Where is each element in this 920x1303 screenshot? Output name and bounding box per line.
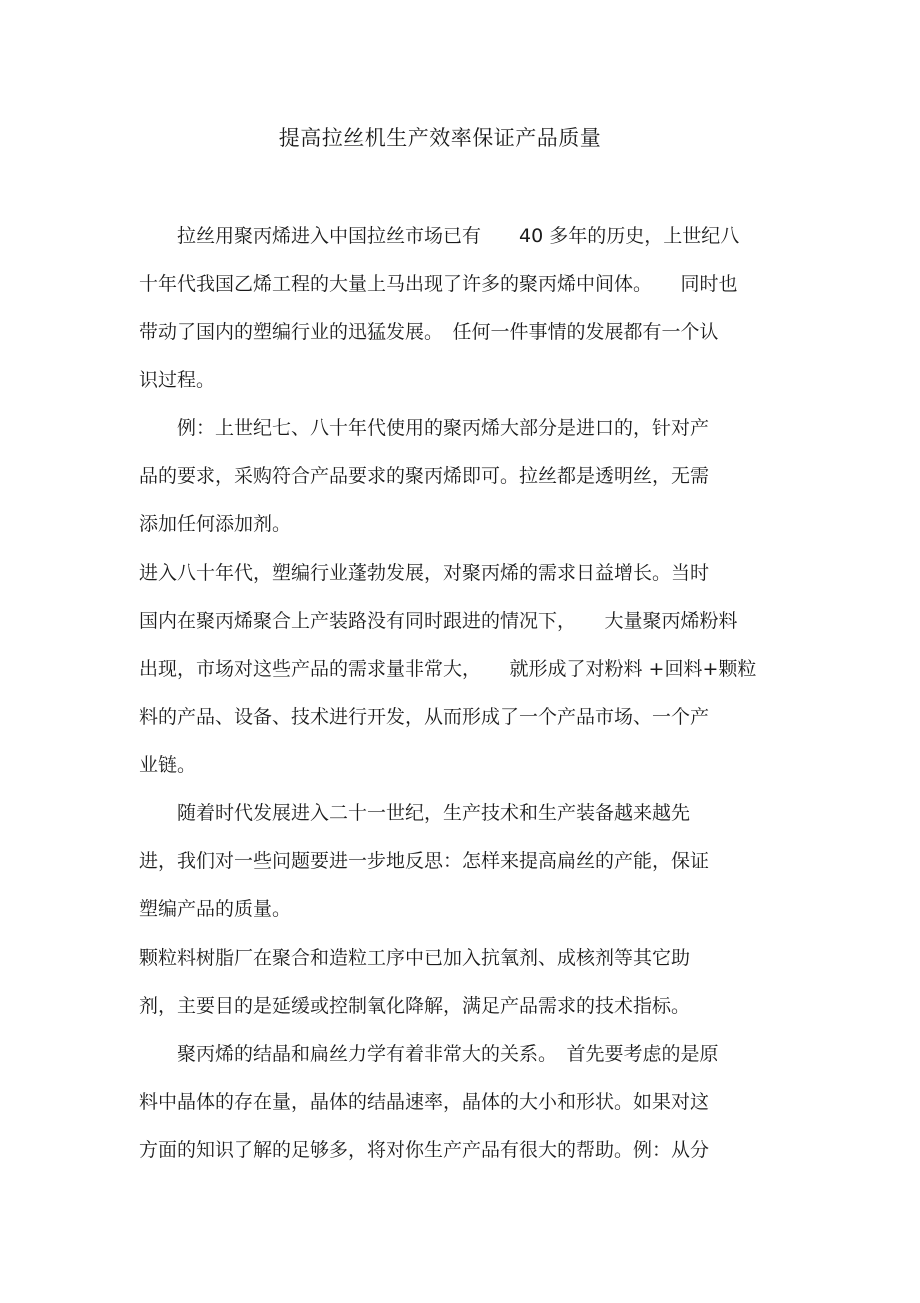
- text-line-13: 随着时代发展进入二十一世纪，生产技术和生产装备越来越先: [139, 802, 691, 824]
- text-line-17: 剂，主要目的是延缓或控制氧化降解，满足产品需求的技术指标。: [139, 995, 691, 1017]
- text-line-18: 聚丙烯的结晶和扁丝力学有着非常大的关系。 首先要考虑的是原: [139, 1043, 719, 1065]
- text-line-3: 带动了国内的塑编行业的迅猛发展。 任何一件事情的发展都有一个认: [139, 321, 719, 343]
- document-title: 提高拉丝机生产效率保证产品质量: [278, 126, 602, 150]
- text-line-2: 十年代我国乙烯工程的大量上马出现了许多的聚丙烯中间体。 同时也: [139, 273, 738, 295]
- text-line-20: 方面的知识了解的足够多，将对你生产产品有很大的帮助。例：从分: [139, 1139, 710, 1161]
- text-line-15: 塑编产品的质量。: [139, 898, 292, 920]
- text-line-8: 进入八十年代，塑编行业蓬勃发展，对聚丙烯的需求日益增长。当时: [139, 562, 710, 584]
- text-line-16: 颗粒料树脂厂在聚合和造粒工序中已加入抗氧剂、成核剂等其它助: [139, 947, 691, 969]
- text-line-11: 料的产品、设备、技术进行开发，从而形成了一个产品市场、一个产: [139, 706, 710, 728]
- text-line-6: 品的要求，采购符合产品要求的聚丙烯即可。拉丝都是透明丝，无需: [139, 465, 710, 487]
- text-line-12: 业链。: [139, 754, 197, 776]
- text-line-14: 进，我们对一些问题要进一步地反思：怎样来提高扁丝的产能，保证: [139, 850, 710, 872]
- text-line-7: 添加任何添加剂。: [139, 513, 292, 535]
- text-line-4: 识过程。: [139, 369, 216, 391]
- text-line-10: 出现，市场对这些产品的需求量非常大， 就形成了对粉料 +回料+颗粒: [139, 658, 757, 680]
- text-line-5: 例：上世纪七、八十年代使用的聚丙烯大部分是进口的，针对产: [139, 417, 710, 439]
- text-line-19: 料中晶体的存在量，晶体的结晶速率，晶体的大小和形状。如果对这: [139, 1091, 710, 1113]
- text-line-9: 国内在聚丙烯聚合上产装路没有同时跟进的情况下， 大量聚丙烯粉料: [139, 610, 738, 632]
- text-line-1: 拉丝用聚丙烯进入中国拉丝市场已有 40 多年的历史，上世纪八: [139, 225, 740, 247]
